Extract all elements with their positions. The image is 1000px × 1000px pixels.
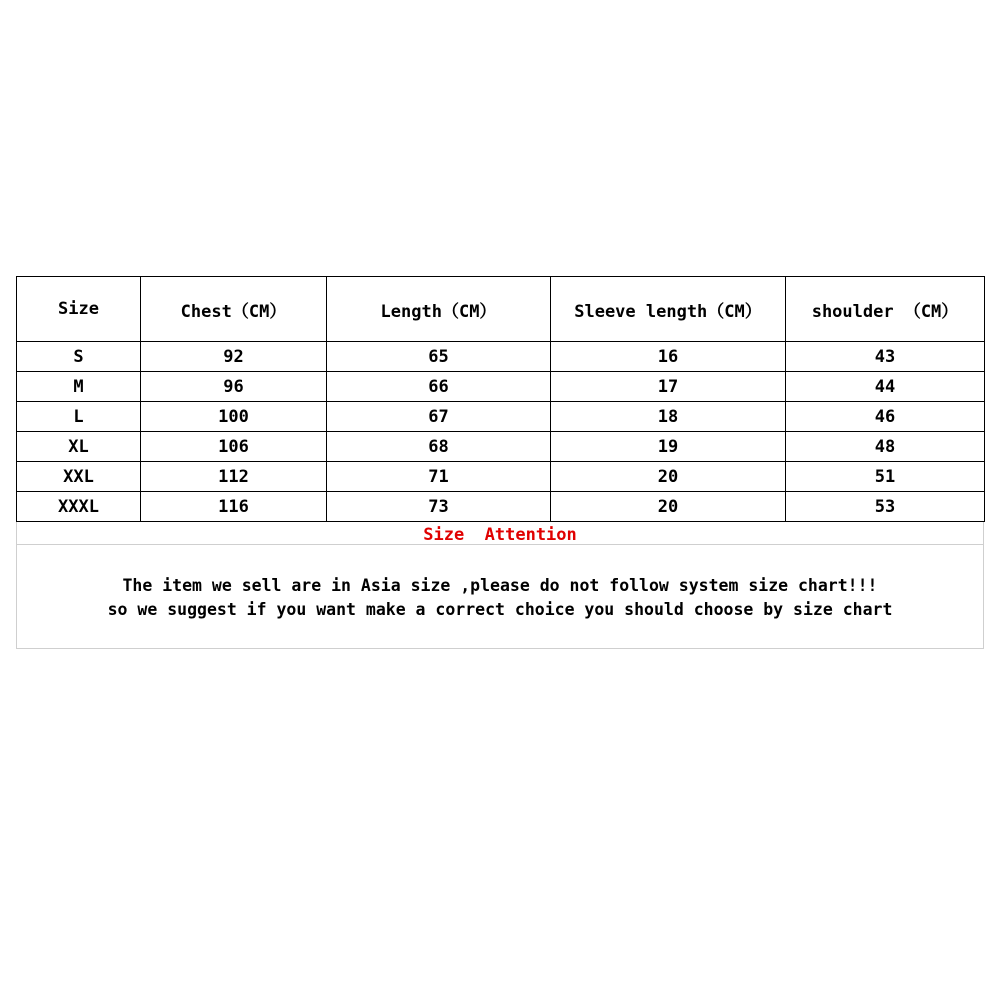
length-cell: 65 (327, 342, 551, 372)
header-length: Length（CM） (327, 277, 551, 342)
table-row (17, 492, 985, 522)
chest-cell: 100 (141, 402, 327, 432)
size-attention-notice (17, 574, 983, 622)
shoulder-cell: 46 (786, 402, 985, 432)
length-cell: 73 (327, 492, 551, 522)
chest-cell: 96 (141, 372, 327, 402)
header-shoulder: shoulder （CM） (786, 277, 985, 342)
chest-cell: 92 (141, 342, 327, 372)
sleeve-cell: 16 (551, 342, 786, 372)
table-row (17, 462, 985, 492)
sleeve-cell: 20 (551, 492, 786, 522)
size-cell: S (17, 342, 141, 372)
sleeve-cell: 19 (551, 432, 786, 462)
size-attention-box (16, 522, 984, 649)
shoulder-cell: 53 (786, 492, 985, 522)
size-cell: L (17, 402, 141, 432)
chest-cell: 112 (141, 462, 327, 492)
shoulder-cell: 44 (786, 372, 985, 402)
table-row (17, 402, 985, 432)
sleeve-cell: 20 (551, 462, 786, 492)
notice-line-2: so we suggest if you want make a correct choice you should choose by size chart (107, 600, 893, 619)
size-attention-title: Size Attention (423, 525, 577, 545)
size-chart-table (16, 276, 985, 522)
notice-line-1: The item we sell are in Asia size ,please do not follow system size chart!!! (122, 576, 878, 595)
attention-divider (17, 544, 983, 545)
shoulder-cell: 43 (786, 342, 985, 372)
shoulder-cell: 51 (786, 462, 985, 492)
chest-cell: 116 (141, 492, 327, 522)
length-cell: 68 (327, 432, 551, 462)
length-cell: 67 (327, 402, 551, 432)
table-row (17, 372, 985, 402)
sleeve-cell: 17 (551, 372, 786, 402)
chest-cell: 106 (141, 432, 327, 462)
sleeve-cell: 18 (551, 402, 786, 432)
shoulder-cell: 48 (786, 432, 985, 462)
header-sleeve-length: Sleeve length（CM） (551, 277, 786, 342)
header-size: Size (17, 277, 141, 342)
length-cell: 71 (327, 462, 551, 492)
size-cell: M (17, 372, 141, 402)
table-row (17, 342, 985, 372)
size-cell: XXL (17, 462, 141, 492)
header-chest: Chest（CM） (141, 277, 327, 342)
size-cell: XXXL (17, 492, 141, 522)
table-row (17, 432, 985, 462)
length-cell: 66 (327, 372, 551, 402)
table-header-row (17, 277, 985, 342)
size-cell: XL (17, 432, 141, 462)
